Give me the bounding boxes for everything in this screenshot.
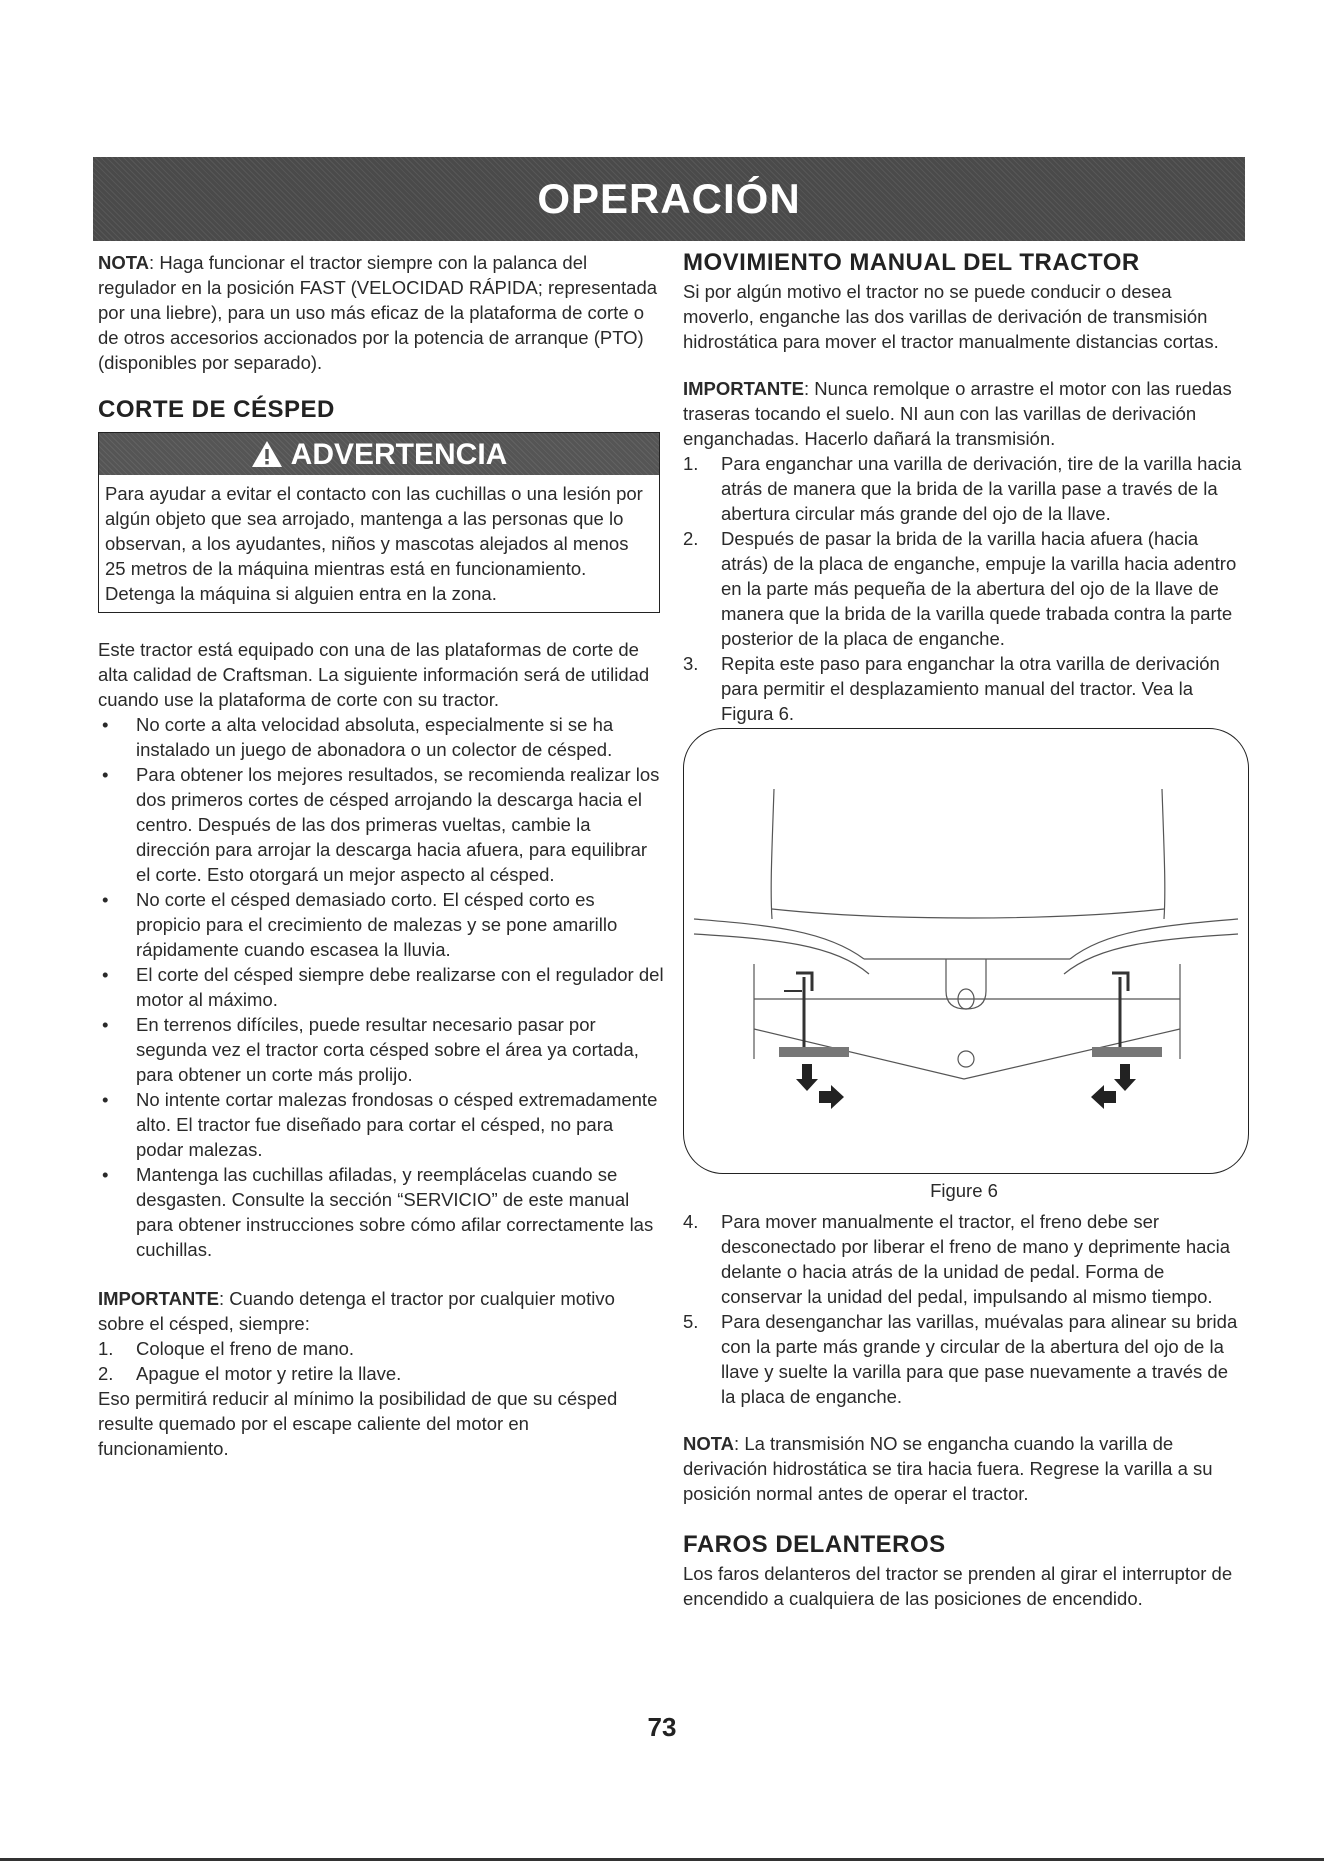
step-number: 2.	[683, 528, 699, 549]
importante-paragraph	[683, 376, 1245, 451]
list-item: • No intente cortar malezas frondosas o césped extremadamente alto. El tractor fue diseñado para cortar el césped, no para podar malezas.	[98, 1087, 664, 1162]
list-item: • Para obtener los mejores resultados, se recomienda realizar los dos primeros cortes de césped arrojando la descarga hacia el centro. Después de las dos primeras vueltas, cambie la dirección para arrojar la descarga hacia afuera, para equilibrar el corte. Esto otorgará un mejor aspecto al césped.	[98, 762, 664, 887]
step-text: Coloque el freno de mano.	[136, 1338, 355, 1359]
release-steps-list	[683, 1209, 1245, 1409]
banner-title: OPERACIÓN	[537, 175, 801, 222]
step-text: Para desenganchar las varillas, muévalas para alinear su brida con la parte más grande y circular de la abertura del ojo de la llave y suelte la varilla para que pase nuevamente a través de la placa de enganche.	[721, 1311, 1238, 1407]
importante-label: IMPORTANTE	[98, 1288, 219, 1309]
nota-text: : Haga funcionar el tractor siempre con la palanca del regulador en la posición FAST (VELOCIDAD RÁPIDA; representada por una liebre), para un uso más eficaz de la plataforma de corte o de otros accesorios accionados por la potencia de arranque (PTO) (disponibles por separado).	[98, 252, 658, 373]
step-number: 4.	[683, 1211, 699, 1232]
step-number: 5.	[683, 1311, 699, 1332]
warning-box	[98, 432, 660, 613]
step-text: Para mover manualmente el tractor, el freno debe ser desconectado por liberar el freno de mano y deprimente hacia delante o hacia atrás de la unidad de pedal. Forma de conservar la unidad del pedal, impulsando al mismo tiempo.	[721, 1211, 1231, 1307]
list-item	[98, 1361, 664, 1386]
tractor-bypass-rods-diagram	[684, 729, 1248, 1173]
nota-paragraph	[98, 250, 664, 375]
list-item	[683, 651, 1245, 726]
right-column	[683, 250, 1245, 1611]
engage-steps-list	[683, 451, 1245, 726]
step-number: 1.	[98, 1338, 114, 1359]
step-number: 1.	[683, 453, 699, 474]
nota-paragraph	[683, 1431, 1245, 1506]
figure-6-illustration	[683, 728, 1249, 1174]
stop-steps-list	[98, 1336, 664, 1386]
importante-paragraph	[98, 1286, 664, 1336]
nota-label: NOTA	[98, 252, 150, 273]
movimiento-intro: Si por algún motivo el tractor no se puede conducir o desea moverlo, enganche las dos varillas de derivación de transmisión hidrostática para mover el tractor manualmente distancias cortas.	[683, 281, 1219, 352]
importante-label: IMPORTANTE	[683, 378, 804, 399]
step-text: Después de pasar la brida de la varilla hacia afuera (hacia atrás) de la placa de enganche, empuje la varilla hacia adentro en la parte más pequeña de la abertura del ojo de la llave de manera que la brida de la varilla quede trabada contra la parte posterior de la placa de enganche.	[721, 528, 1237, 649]
heading-movimiento-manual: MOVIMIENTO MANUAL DEL TRACTOR	[683, 249, 1140, 276]
left-column	[98, 250, 664, 1461]
list-item	[683, 1209, 1245, 1309]
step-text: Repita este paso para enganchar la otra varilla de derivación para permitir el desplazamiento manual del tractor. Vea la Figura 6.	[721, 653, 1220, 724]
page-number: 73	[647, 1712, 677, 1742]
closing-paragraph: Eso permitirá reducir al mínimo la posibilidad de que su césped resulte quemado por el escape caliente del motor en funcionamiento.	[98, 1388, 618, 1459]
nota-text: : La transmisión NO se engancha cuando la varilla de derivación hidrostática se tira hacia fuera. Regrese la varilla a su posición normal antes de operar el tractor.	[683, 1433, 1213, 1504]
warning-triangle-icon	[251, 440, 283, 468]
list-item	[683, 526, 1245, 651]
section-banner	[93, 157, 1245, 241]
step-number: 2.	[98, 1363, 114, 1384]
step-number: 3.	[683, 653, 699, 674]
warning-header	[99, 433, 659, 475]
step-text: Apague el motor y retire la llave.	[136, 1363, 402, 1384]
list-item: • En terrenos difíciles, puede resultar necesario pasar por segunda vez el tractor corta césped sobre el área ya cortada, para obtener un corte más prolijo.	[98, 1012, 664, 1087]
importante-text: : Cuando detenga el tractor por cualquier motivo sobre el césped, siempre:	[98, 1288, 615, 1334]
list-item	[683, 451, 1245, 526]
importante-text: : Nunca remolque o arrastre el motor con las ruedas traseras tocando el suelo. NI aun con las varillas de derivación enganchadas. Hacerlo dañará la transmisión.	[683, 378, 1232, 449]
warning-text: Para ayudar a evitar el contacto con las cuchillas o una lesión por algún objeto que sea arrojado, mantenga a las personas que lo observan, a los ayudantes, niños y mascotas alejados al menos 25 metros de la máquina mientras está en funcionamiento. Detenga la máquina si alguien entra en la zona.	[105, 483, 643, 604]
list-item: • No corte a alta velocidad absoluta, especialmente si se ha instalado un juego de abonadora o un colector de césped.	[98, 712, 664, 762]
intro-paragraph: Este tractor está equipado con una de las plataformas de corte de alta calidad de Craftsman. La siguiente información será de utilidad cuando use la plataforma de corte con su tractor.	[98, 639, 650, 710]
heading-faros-delanteros: FAROS DELANTEROS	[683, 1531, 946, 1558]
list-item: • Mantenga las cuchillas afiladas, y reemplácelas cuando se desgasten. Consulte la sección “SERVICIO” de este manual para obtener instrucciones sobre cómo afilar correctamente las cuchillas.	[98, 1162, 664, 1262]
list-item: • No corte el césped demasiado corto. El césped corto es propicio para el crecimiento de malezas y se pone amarillo rápidamente cuando escasea la lluvia.	[98, 887, 664, 962]
tips-list	[98, 712, 664, 1262]
heading-corte-de-cesped: CORTE DE CÉSPED	[98, 396, 335, 423]
nota-label: NOTA	[683, 1433, 735, 1454]
warning-title: ADVERTENCIA	[290, 437, 508, 471]
bottom-rule	[0, 1858, 1324, 1861]
list-item	[683, 1309, 1245, 1409]
faros-paragraph: Los faros delanteros del tractor se prenden al girar el interruptor de encendido a cualquiera de las posiciones de encendido.	[683, 1563, 1233, 1609]
list-item	[98, 1336, 664, 1361]
figure-caption: Figure 6	[930, 1180, 998, 1201]
step-text: Para enganchar una varilla de derivación, tire de la varilla hacia atrás de manera que la brida de la varilla pase a través de la abertura circular más grande del ojo de la llave.	[721, 453, 1242, 524]
list-item: • El corte del césped siempre debe realizarse con el regulador del motor al máximo.	[98, 962, 664, 1012]
